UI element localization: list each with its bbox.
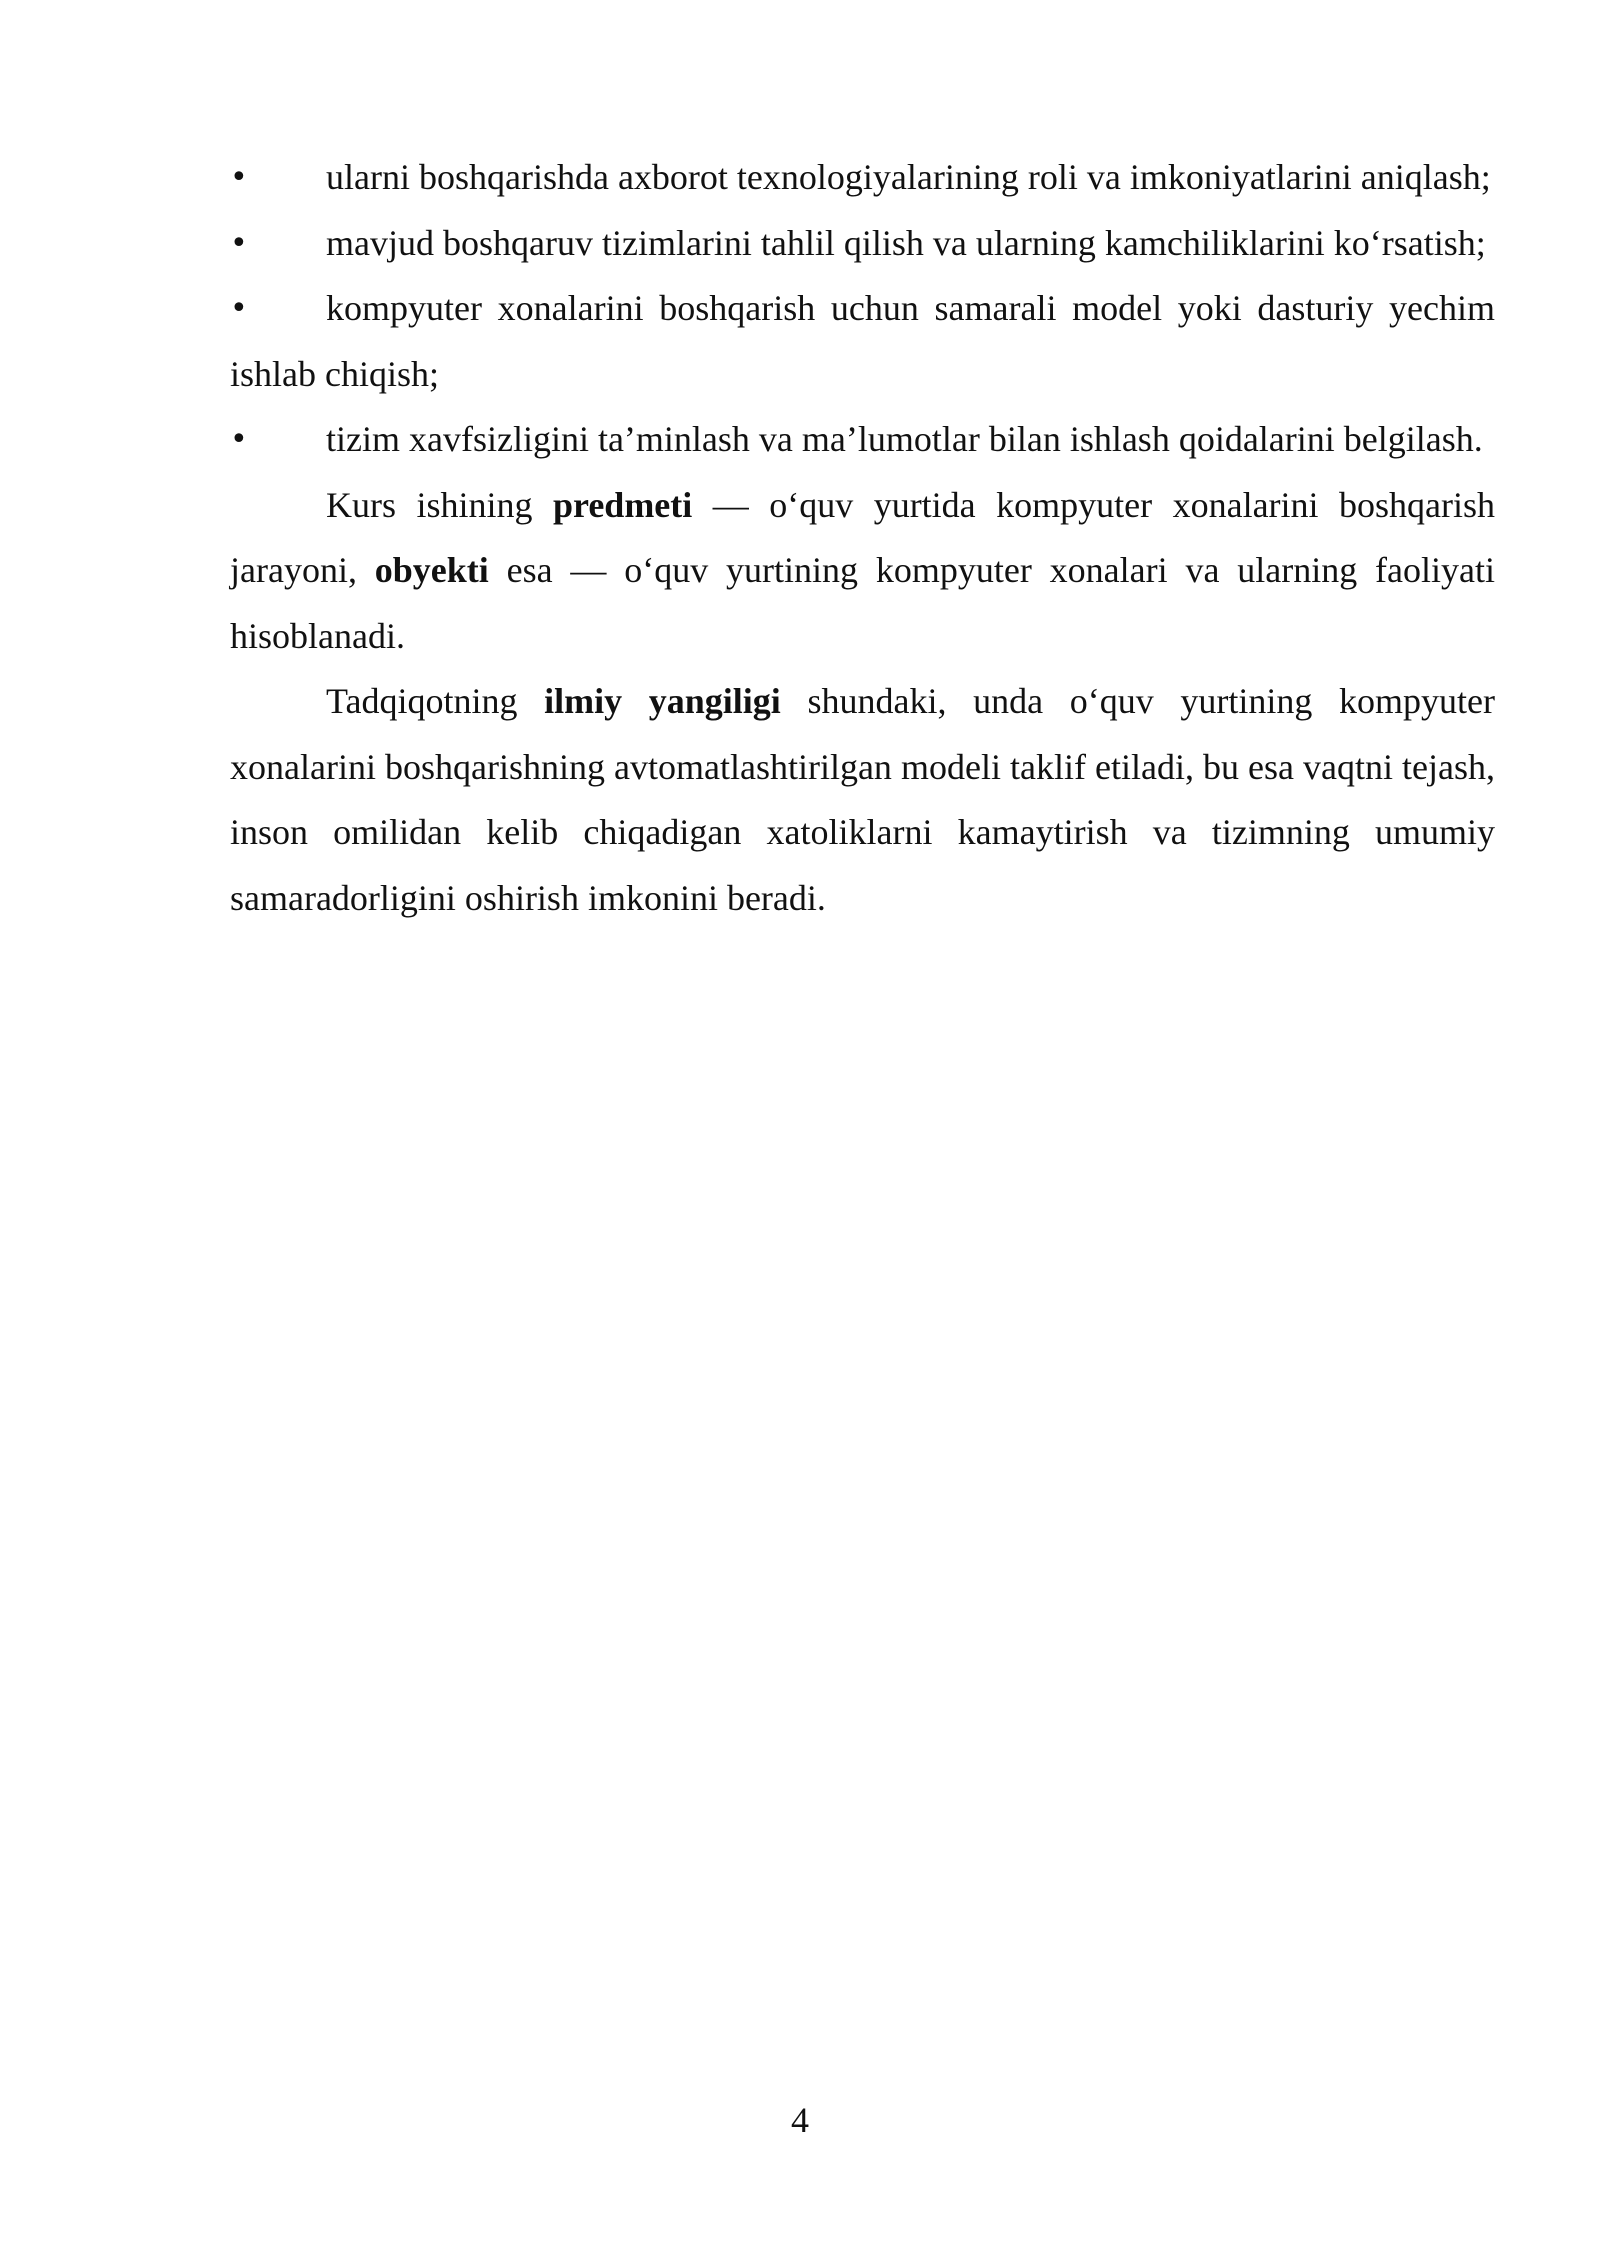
bullet-text: ularni boshqarishda axborot texnologiyalarining roli va imkoniyatlarini aniqlash; [326, 157, 1491, 197]
subject-term: predmeti [552, 484, 693, 525]
bullet-marker: • [230, 291, 248, 326]
paragraph-text: Tadqiqotning [326, 681, 545, 721]
page-number: 4 [791, 2100, 809, 2140]
bullet-item [230, 407, 1495, 473]
bullet-text: tizim xavfsizligini ta’minlash va ma’lumotlar bilan ishlash qoidalarini belgilash. [326, 419, 1483, 459]
scientific-novelty-paragraph [230, 669, 1495, 931]
bullet-text: kompyuter xonalarini boshqarish uchun samarali model yoki dasturiy yechim ishlab chiqish; [230, 288, 1495, 394]
paragraph-text: — oʻquv yurtida kompyuter xonalarini boshqarish jarayoni, [230, 484, 1495, 590]
page-body [230, 145, 1495, 931]
paragraph-text: esa — oʻquv yurtining kompyuter xonalari va ularning faoliyati hisoblanadi. [230, 550, 1495, 656]
bullet-marker: • [230, 422, 248, 457]
bullet-item [230, 211, 1495, 277]
bullet-item [230, 276, 1495, 407]
novelty-term: ilmiy yangiligi [544, 681, 781, 721]
paragraph-text: Kurs ishining [326, 484, 553, 525]
object-term: obyekti [374, 550, 489, 590]
bullet-text: mavjud boshqaruv tizimlarini tahlil qilish va ularning kamchiliklarini koʻrsatish; [326, 222, 1486, 263]
bullet-marker: • [230, 160, 248, 195]
paragraph-text: shundaki, unda oʻquv yurtining kompyuter xonalarini boshqarishning avtomatlashtirilgan modeli taklif etiladi, bu esa vaqtni tejash, inson omilidan kelib chiqadigan xatoliklarni kamaytirish va tizimning umumiy samaradorligini oshirish imkonini beradi. [230, 681, 1496, 918]
subject-object-paragraph [230, 473, 1495, 670]
bullet-marker: • [230, 225, 248, 261]
bullet-item [230, 145, 1495, 211]
